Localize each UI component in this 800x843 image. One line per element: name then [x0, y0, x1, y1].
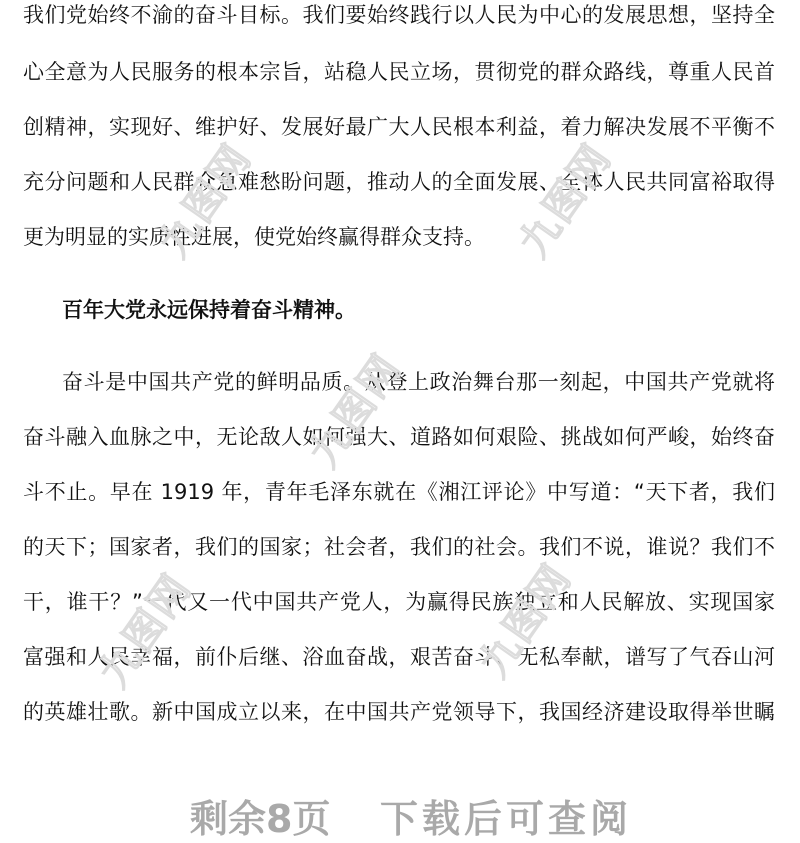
paragraph-line: 充分问题和人民群众急难愁盼问题，推动人的全面发展、全体人民共同富裕取得 [23, 170, 775, 194]
remaining-pages-banner[interactable] [0, 788, 800, 841]
paragraph-line: 我们党始终不渝的奋斗目标。我们要始终践行以人民为中心的发展思想，坚持全 [23, 3, 775, 27]
paragraph-line: 斗不止。早在 1919 年，青年毛泽东就在《湘江评论》中写道：“天下者，我们 [23, 480, 775, 504]
watermark: 九图网 [510, 135, 621, 266]
paragraph-line: 奋斗融入血脉之中，无论敌人如何强大、道路如何艰险、挑战如何严峻，始终奋 [23, 425, 775, 449]
paragraph-line: 奋斗是中国共产党的鲜明品质。从登上政治舞台那一刻起，中国共产党就将 [62, 370, 775, 394]
paragraph-line: 更为明显的实质性进展，使党始终赢得群众支持。 [23, 225, 485, 249]
watermark: 九图网 [470, 555, 581, 686]
watermark: 九图网 [90, 565, 201, 696]
paragraph-line: 富强和人民幸福，前仆后继、浴血奋战，艰苦奋斗、无私奉献，谱写了气吞山河 [23, 645, 775, 669]
section-heading: 百年大党永远保持着奋斗精神。 [62, 298, 356, 322]
paragraph-line: 的天下；国家者，我们的国家；社会者，我们的社会。我们不说，谁说？我们不 [23, 535, 775, 559]
paragraph-line: 心全意为人民服务的根本宗旨，站稳人民立场，贯彻党的群众路线，尊重人民首 [23, 60, 775, 84]
paragraph-line: 创精神，实现好、维护好、发展好最广大人民根本利益，着力解决发展不平衡不 [23, 115, 775, 139]
download-to-view-label[interactable]: 下载后可查阅 [380, 797, 633, 841]
paragraph-line: 的英雄壮歌。新中国成立以来，在中国共产党领导下，我国经济建设取得举世瞩 [23, 700, 775, 724]
remaining-pages-label: 剩余8页 [190, 797, 331, 841]
watermark: 九图网 [300, 345, 411, 476]
watermark: 九图网 [150, 135, 261, 266]
paragraph-line: 干，谁干？”一代又一代中国共产党人，为赢得民族独立和人民解放、实现国家 [23, 590, 775, 614]
